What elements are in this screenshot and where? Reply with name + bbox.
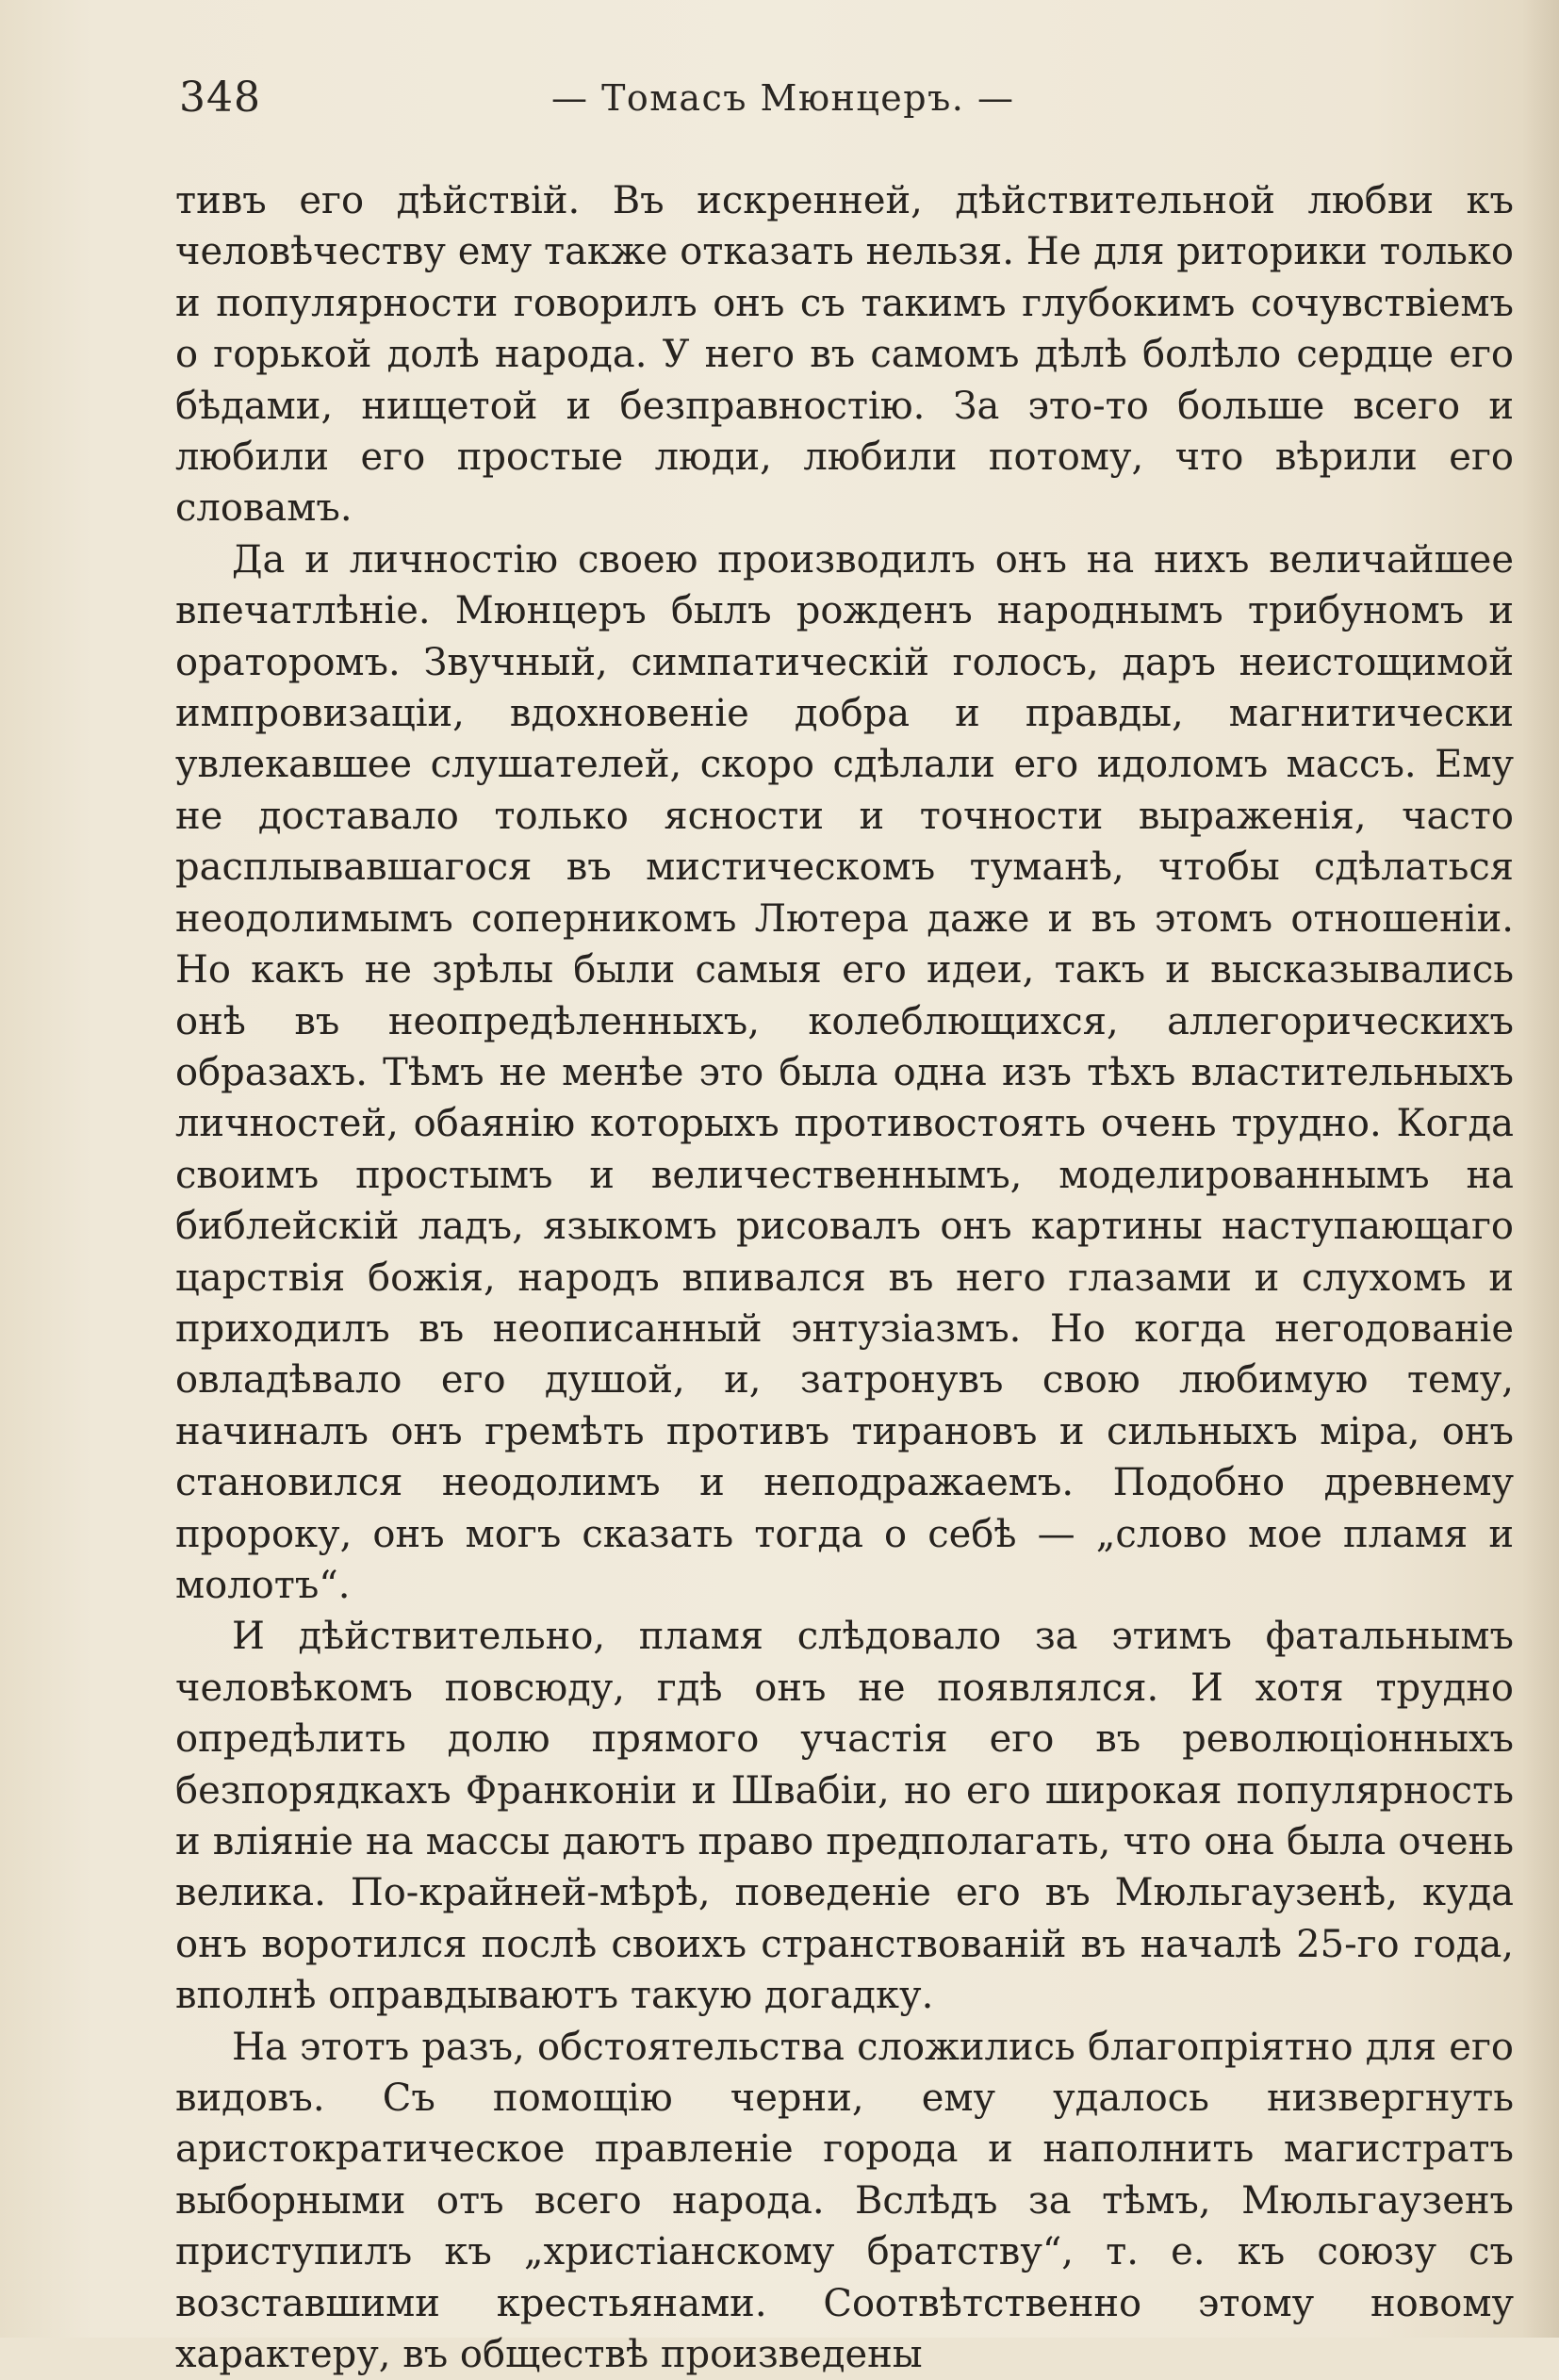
page-edge-shadow bbox=[1521, 0, 1559, 2338]
running-title: — Томасъ Мюнцеръ. — bbox=[551, 77, 1015, 119]
running-head bbox=[179, 74, 1518, 140]
body-text bbox=[175, 175, 1514, 2380]
page-number: 348 bbox=[179, 74, 261, 122]
paragraph: На этотъ разъ, обстоятельства сложились благопріятно для его видовъ. Съ помощію черни, ему удалось низвергнуть аристократическое правленіе города и наполнить магистратъ выборными отъ всего народа. Вслѣдъ за тѣмъ, Мюльгаузенъ приступилъ къ „христіанскому братству“, т. е. къ союзу съ возставшими крестьянами. Соотвѣтственно этому новому характеру, въ обществѣ произведены bbox=[175, 2025, 1514, 2377]
paragraph-continued: тивъ его дѣйствій. Въ искренней, дѣйствительной любви къ человѣчеству ему также отказать нельзя. Не для риторики только и популярности говорилъ онъ съ такимъ глубокимъ сочувствіемъ о горькой долѣ народа. У него въ самомъ дѣлѣ болѣло сердце его бѣдами, нищетой и безправностію. За это-то больше всего и любили его простые люди, любили потому, что вѣрили его словамъ. bbox=[175, 179, 1514, 531]
paragraph: Да и личностію своею производилъ онъ на нихъ величайшее впечатлѣніе. Мюнцеръ былъ рожденъ народнымъ трибуномъ и ораторомъ. Звучный, симпатическій голосъ, даръ неистощимой импровизаціи, вдохновеніе добра и правды, магнитически увлекавшее слушателей, скоро сдѣлали его идоломъ массъ. Ему не доставало только ясности и точности выраженія, часто расплывавшагося въ мистическомъ туманѣ, чтобы сдѣлаться неодолимымъ соперникомъ Лютера даже и въ этомъ отношеніи. Но какъ не зрѣлы были самыя его идеи, такъ и высказывались онѣ въ неопредѣленныхъ, колеблющихся, аллегорическихъ образахъ. Тѣмъ не менѣе это была одна изъ тѣхъ властительныхъ личностей, обаянію которыхъ противостоять очень трудно. Когда своимъ простымъ и величественнымъ, моделированнымъ на библейскій ладъ, языкомъ рисовалъ онъ картины наступающаго царствія божія, народъ впивался въ него глазами и слухомъ и приходилъ въ неописанный энтузіазмъ. Но когда негодованіе овладѣвало его душой, и, затронувъ свою любимую тему, начиналъ онъ гремѣть противъ тирановъ и сильныхъ міра, онъ становился неодолимъ и неподражаемъ. Подобно древнему пророку, онъ могъ сказать тогда о себѣ — „слово мое пламя и молотъ“. bbox=[175, 537, 1514, 1607]
paragraph: И дѣйствительно, пламя слѣдовало за этимъ фатальнымъ человѣкомъ повсюду, гдѣ онъ не появлялся. И хотя трудно опредѣлить долю прямого участія его въ революціонныхъ безпорядкахъ Франконіи и Швабіи, но его широкая популярность и вліяніе на массы даютъ право предполагать, что она была очень велика. По-крайней-мѣрѣ, поведеніе его въ Мюльгаузенѣ, куда онъ воротился послѣ своихъ странствованій въ началѣ 25-го года, вполнѣ оправдываютъ такую догадку. bbox=[175, 1615, 1514, 2018]
